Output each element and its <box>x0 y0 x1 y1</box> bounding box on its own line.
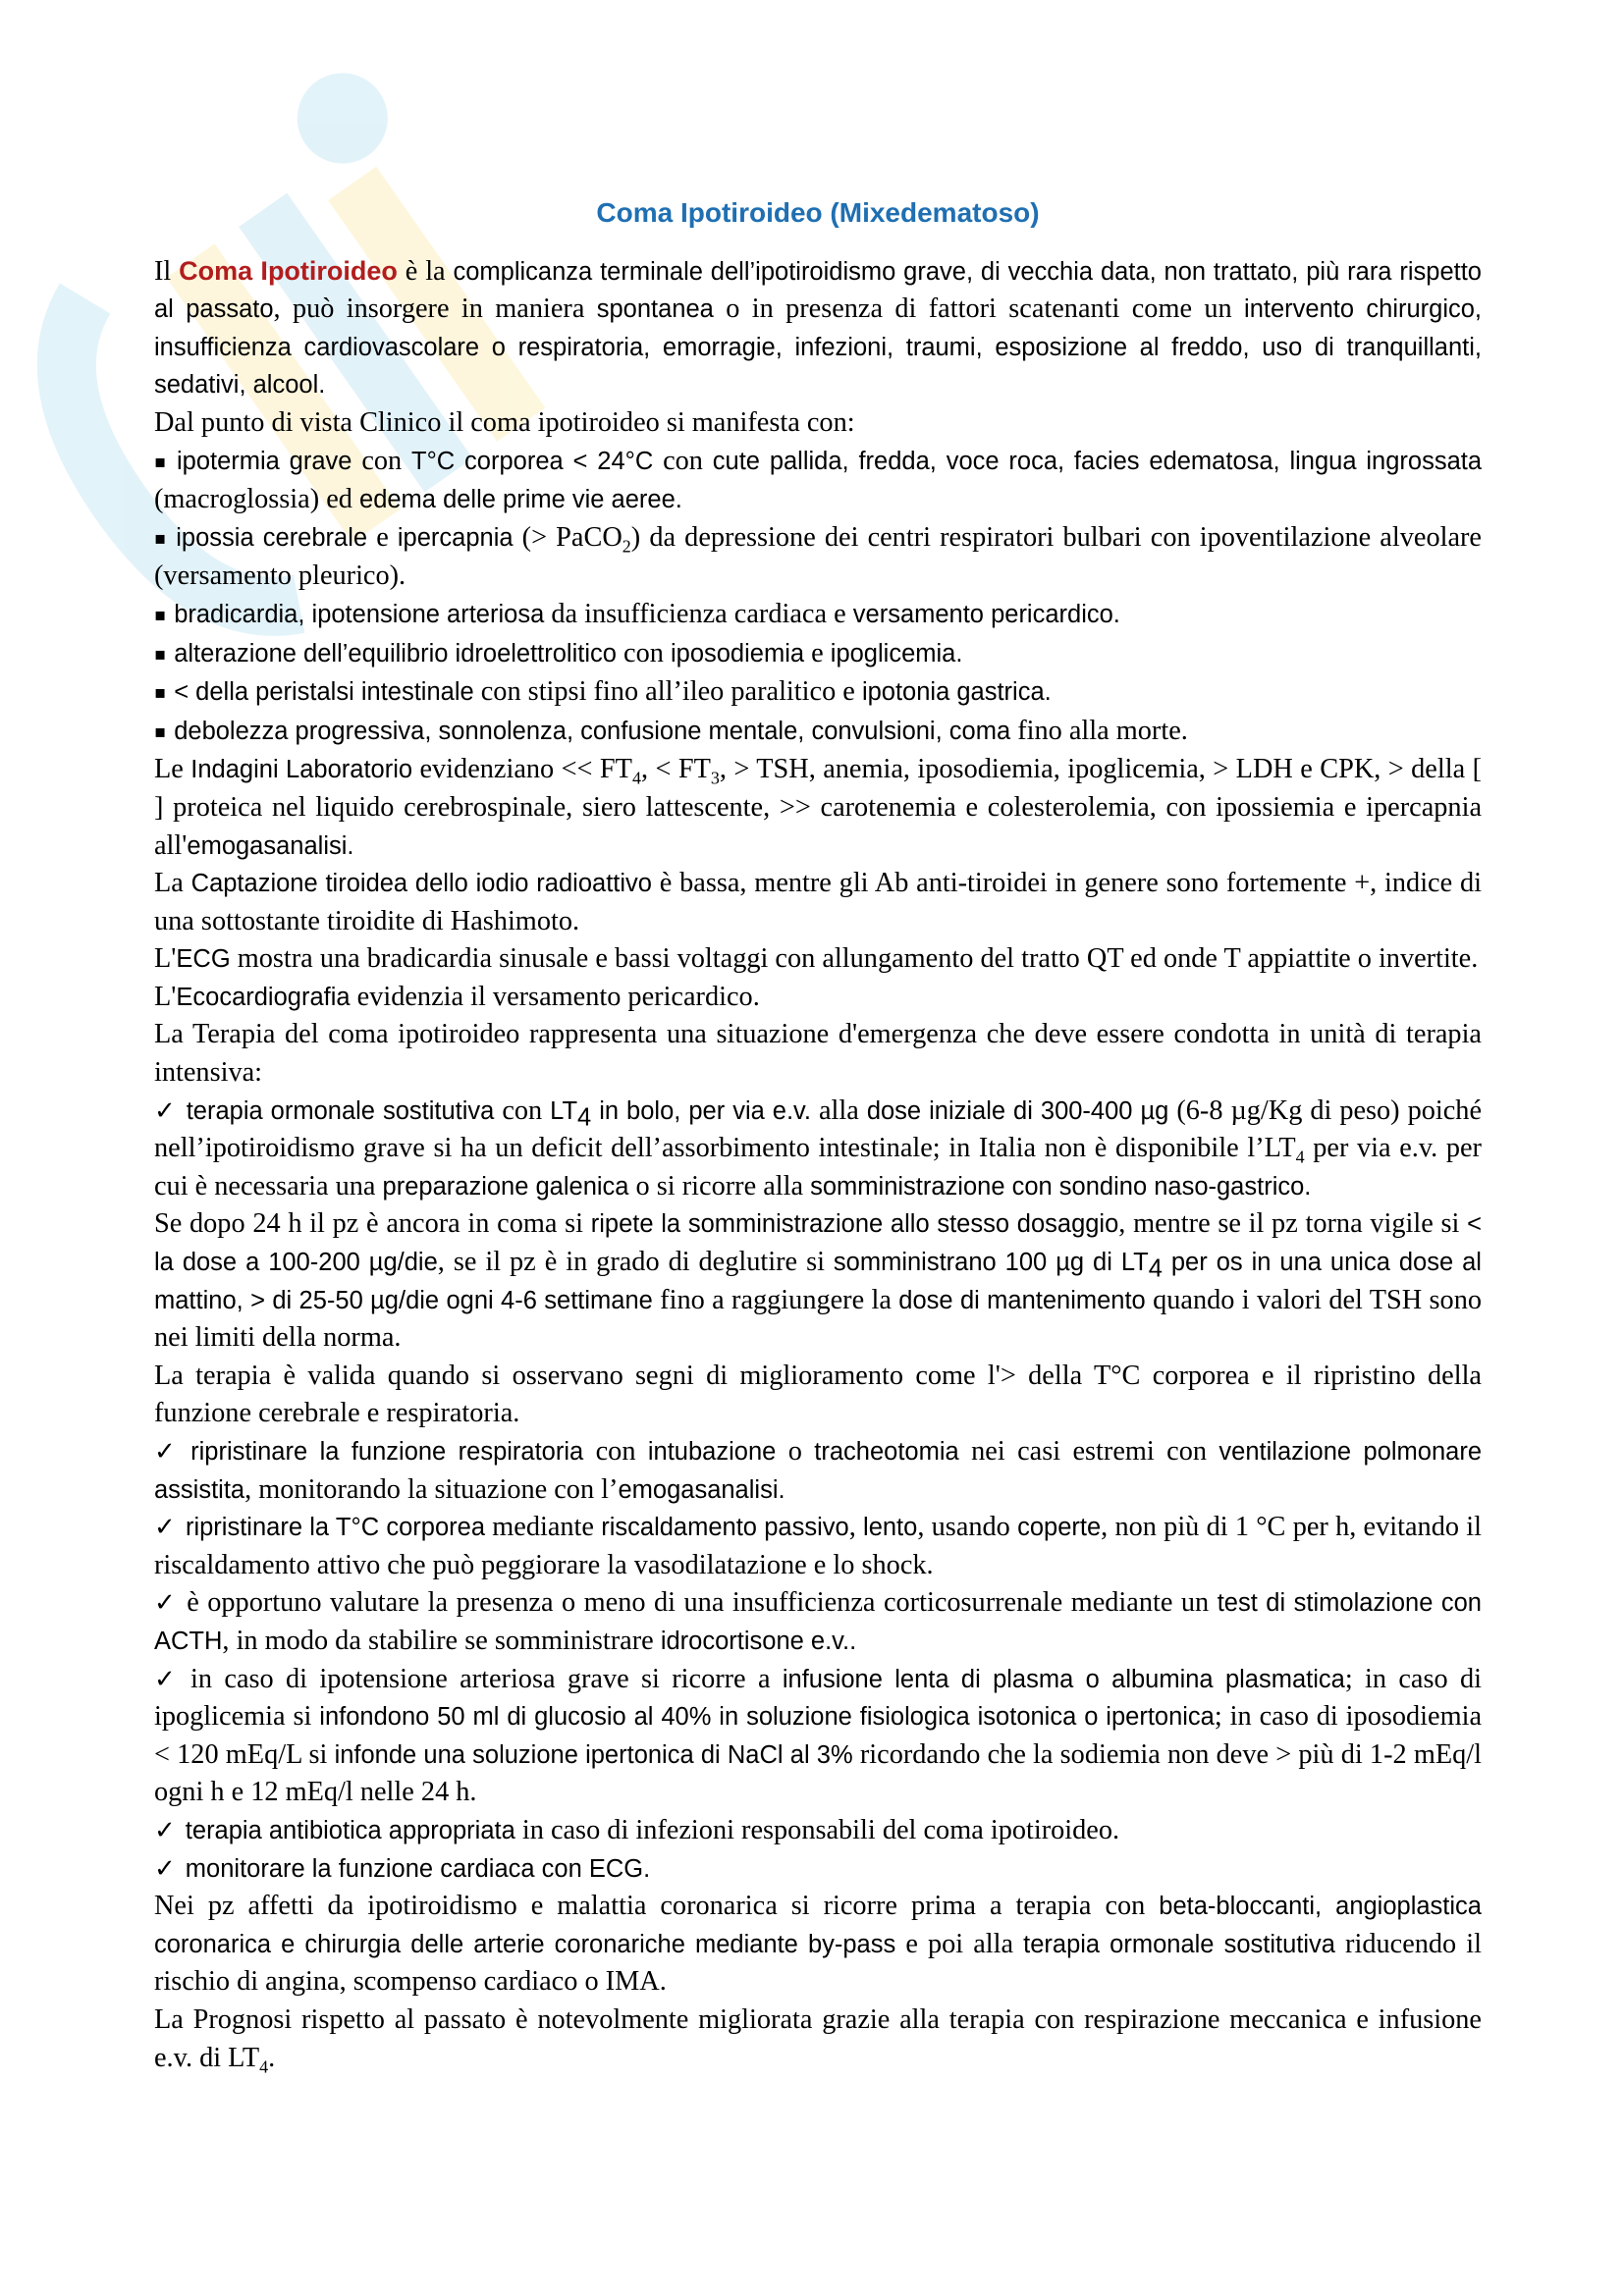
clinic-intro: Dal punto di vista Clinico il coma ipotiroideo si manifesta con: <box>154 406 855 438</box>
captation-paragraph: La Captazione tiroidea dello iodio radioattivo è bassa, mentre gli Ab anti-tiroidei in genere sono fortemente +, indice di una sottostante tiroidite di Hashimoto. <box>154 868 1482 936</box>
page-title: Coma Ipotiroideo (Mixedematoso) <box>596 197 1040 228</box>
therapy-item: ✓ è opportuno valutare la presenza o meno di una insufficienza corticosurrenale mediante un test di stimolazione con ACTH, in modo da stabilire se somministrare idrocortisone e.v.. <box>154 1587 1482 1656</box>
therapy-item: ✓ monitorare la funzione cardiaca con ECG. <box>154 1853 651 1884</box>
document-page <box>154 194 1482 2077</box>
check-icon: ✓ <box>154 1513 176 1543</box>
prognosis-paragraph: La Prognosi rispetto al passato è notevolmente migliorata grazie alla terapia con respirazione meccanica e infusione e.v. di $LT_4$. <box>154 2003 1482 2077</box>
bullet-icon: ▪ <box>154 682 167 704</box>
therapy-item: ✓ in caso di ipotensione arteriosa grave si ricorre a infusione lenta di plasma o albumina plasmatica; in caso di ipoglicemia si infondono 50 ml di glucosio al 40% in soluzione fisiologica isotonica o ipertonica; in caso di iposodiemia < 120 mEq/L si infonde una soluzione ipertonica di NaCl al 3% ricordando che la sodiemia non deve > più di 1-2 mEq/l ogni h e 12 mEq/l nelle 24 h. <box>154 1663 1482 1808</box>
symptom-item: ▪ ipotermia grave con T°C corporea < 24°C con cute pallida, fredda, voce roca, facies edematosa, lingua ingrossata (macroglossia) ed edema delle prime vie aeree. <box>154 445 1483 515</box>
therapy-item: ✓ ripristinare la T°C corporea mediante riscaldamento passivo, lento, usando coperte, non più di 1 °C per h, evitando il riscaldamento attivo che può peggiorare la vasodilatazione e lo shock. <box>154 1512 1482 1580</box>
check-icon: ✓ <box>154 1664 182 1694</box>
intro-paragraph: Il Coma Ipotiroideo è la complicanza terminale dell’ipotiroidismo grave, di vecchia data, non trattato, più rara rispetto al passato, può insorgere in maniera spontanea o in presenza di fattori scatenanti come un intervento chirurgico, insufficienza cardiovascolare o respiratoria, emorragie, infezioni, traumi, esposizione al freddo, uso di tranquillanti, sedativi, alcool. <box>154 255 1483 400</box>
bullet-icon: ▪ <box>154 604 167 625</box>
validity-paragraph: La terapia è valida quando si osservano segni di miglioramento come l'> della T°C corporea e il ripristino della funzione cerebrale e respiratoria. <box>154 1360 1482 1429</box>
check-icon: ✓ <box>154 1095 177 1126</box>
bullet-icon: ▪ <box>154 527 169 549</box>
coronary-paragraph: Nei pz affetti da ipotiroidismo e malattia coronarica si ricorre prima a terapia con beta-bloccanti, angioplastica coronarica e chirurgia delle arterie coronariche mediante by-pass e poi alla terapia ormonale sostitutiva riducendo il rischio di angina, scompenso cardiaco o IMA. <box>154 1891 1482 1998</box>
bullet-icon: ▪ <box>154 643 167 665</box>
echo-paragraph: L'Ecocardiografia evidenzia il versamento pericardico. <box>154 981 760 1012</box>
check-icon: ✓ <box>154 1588 178 1619</box>
symptom-item: ▪ debolezza progressiva, sonnolenza, confusione mentale, convulsioni, coma fino alla morte. <box>154 715 1188 746</box>
dosage-paragraph: Se dopo 24 h il pz è ancora in coma si ripete la somministrazione allo stesso dosaggio, mentre se il pz torna vigile si < la dose a 100-200 µg/die, se il pz è in grado di deglutire si somministrano 100 µg di $LT_4$ per os in una unica dose al mattino, > di 25-50 µg/die ogni 4-6 settimane fino a raggiungere la dose di mantenimento quando i valori del TSH sono nei limiti della norma. <box>154 1208 1483 1354</box>
check-icon: ✓ <box>154 1437 182 1467</box>
symptom-item: ▪ bradicardia, ipotensione arteriosa da insufficienza cardiaca e versamento pericardico. <box>154 598 1120 629</box>
check-icon: ✓ <box>154 1853 176 1884</box>
bullet-icon: ▪ <box>154 451 169 472</box>
check-icon: ✓ <box>154 1815 176 1845</box>
therapy-intro: La Terapia del coma ipotiroideo rappresenta una situazione d'emergenza che deve essere condotta in unità di terapia intensiva: <box>154 1019 1482 1089</box>
symptom-item: ▪ < della peristalsi intestinale con stipsi fino all’ileo paralitico e ipotonia gastrica. <box>154 676 1052 708</box>
therapy-item: ✓ terapia antibiotica appropriata in caso di infezioni responsabili del coma ipotiroideo. <box>154 1814 1120 1845</box>
bullet-icon: ▪ <box>154 721 167 742</box>
symptom-item: ▪ alterazione dell’equilibrio idroelettrolitico con iposodiemia e ipoglicemia. <box>154 637 963 668</box>
therapy-item: ✓ ripristinare la funzione respiratoria con intubazione o tracheotomia nei casi estremi con ventilazione polmonare assistita, monitorando la situazione con l’emogasanalisi. <box>154 1436 1482 1505</box>
therapy-item: ✓ terapia ormonale sostitutiva con $LT_4$ in bolo, per via e.v. alla dose iniziale di 300-400 µg (6-8 µg/Kg di peso) poiché nell’ipotiroidismo grave si ha un deficit dell’assorbimento intestinale; in Italia non è disponibile $l’LT_4$ per via e.v. per cui è necessaria una preparazione galenica o si ricorre alla somministrazione con sondino naso-gastrico. <box>154 1095 1483 1201</box>
ecg-paragraph: L'ECG mostra una bradicardia sinusale e bassi voltaggi con allungamento del tratto QT ed onde T appiattite o invertite. <box>154 943 1479 975</box>
lab-paragraph: Le Indagini Laboratorio evidenziano << $FT_4$, < $FT_3$, > TSH, anemia, iposodiemia, ipoglicemia, > LDH e CPK, > della [ ] proteica nel liquido cerebrospinale, siero lattescente, >> carotenemia e colesterolemia, con ipossiemia e ipercapnia all'emogasanalisi. <box>154 754 1482 861</box>
symptom-item: ▪ ipossia cerebrale e ipercapnia (> PaCO$_2$) da depressione dei centri respiratori bulbari con ipoventilazione alveolare (versamento pleurico). <box>154 521 1482 592</box>
